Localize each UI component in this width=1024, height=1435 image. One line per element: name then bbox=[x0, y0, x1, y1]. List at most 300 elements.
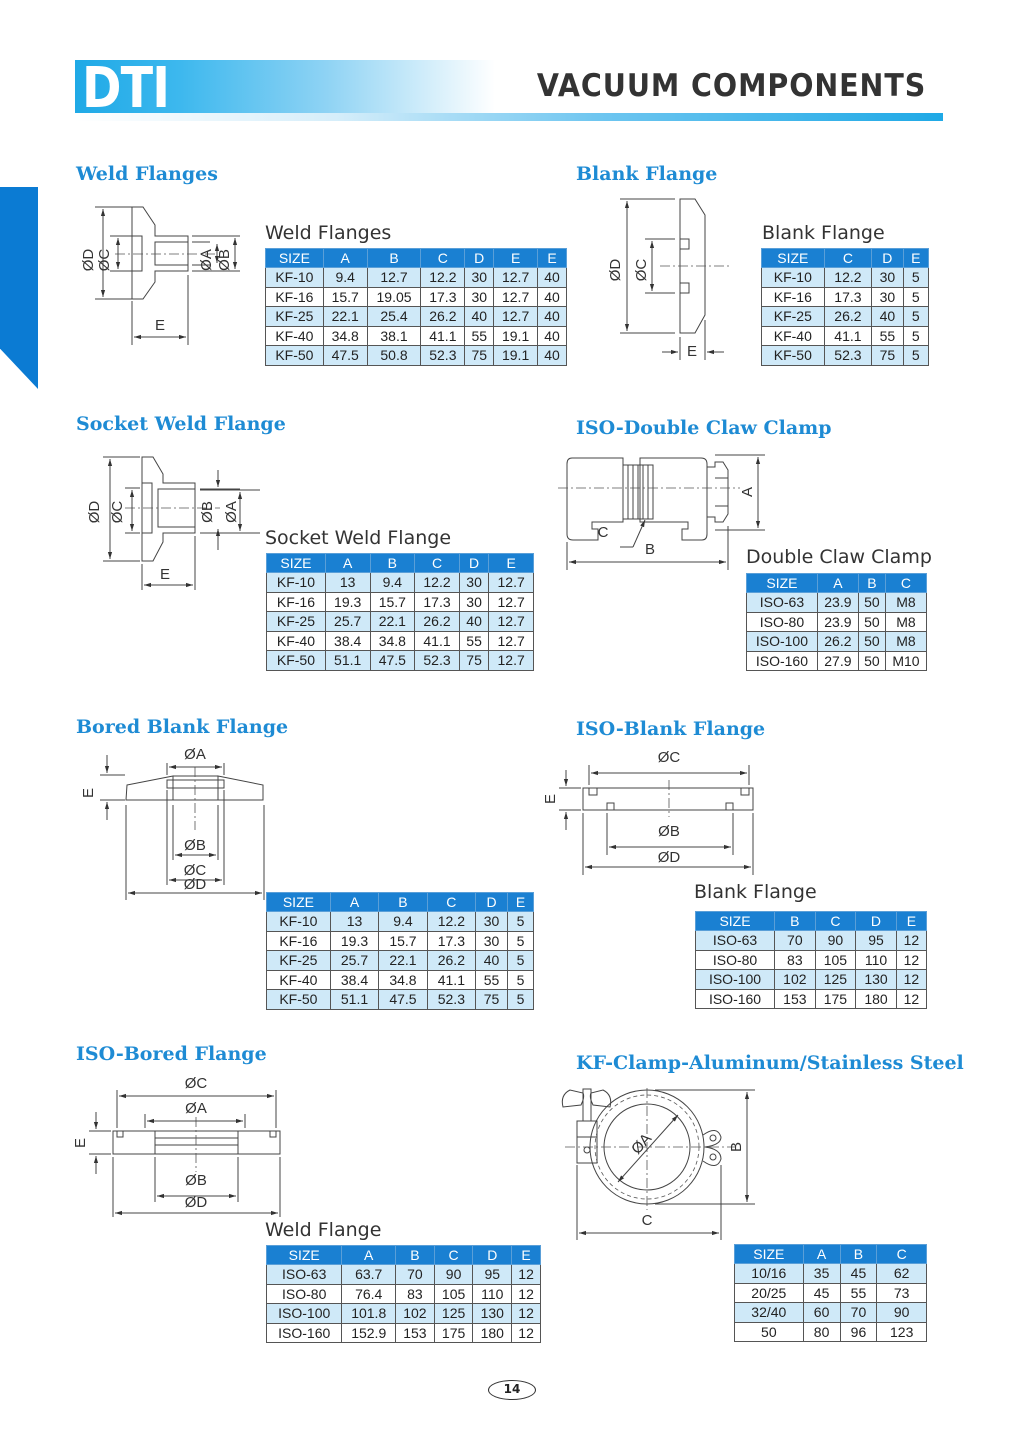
size-cell: KF-50 bbox=[267, 651, 326, 671]
value-cell: 50 bbox=[858, 612, 885, 632]
value-cell: 52.3 bbox=[415, 651, 460, 671]
value-cell: 55 bbox=[465, 326, 494, 346]
value-cell: 110 bbox=[473, 1284, 512, 1304]
column-header: B bbox=[775, 912, 816, 931]
value-cell: 12.7 bbox=[489, 612, 534, 632]
column-header: C bbox=[877, 1245, 927, 1264]
value-cell: 12.2 bbox=[824, 268, 872, 288]
value-cell: 22.1 bbox=[323, 307, 367, 327]
value-cell: 12 bbox=[512, 1265, 541, 1285]
table-row bbox=[696, 970, 927, 990]
column-header: D bbox=[476, 893, 508, 912]
value-cell: 12.7 bbox=[489, 651, 534, 671]
value-cell: 17.3 bbox=[421, 287, 465, 307]
column-header: C bbox=[434, 1246, 473, 1265]
value-cell: 45 bbox=[840, 1264, 877, 1284]
size-cell: ISO-63 bbox=[267, 1265, 342, 1285]
size-cell: KF-16 bbox=[266, 287, 324, 307]
value-cell: 101.8 bbox=[342, 1304, 396, 1324]
column-header: B bbox=[370, 554, 415, 573]
value-cell: 5 bbox=[903, 346, 928, 366]
size-cell: ISO-160 bbox=[267, 1323, 342, 1343]
value-cell: 83 bbox=[396, 1284, 435, 1304]
value-cell: M8 bbox=[885, 612, 926, 632]
value-cell: 110 bbox=[856, 950, 897, 970]
size-cell: KF-40 bbox=[266, 326, 324, 346]
size-cell: KF-40 bbox=[267, 970, 331, 990]
table-row bbox=[696, 989, 927, 1009]
table-row bbox=[267, 573, 534, 593]
table-caption-iso-bored-flange: Weld Flange bbox=[265, 1219, 382, 1241]
value-cell: 15.7 bbox=[379, 931, 427, 951]
dim-label-b: ØB bbox=[184, 837, 206, 854]
value-cell: 41.1 bbox=[824, 326, 872, 346]
value-cell: 180 bbox=[473, 1323, 512, 1343]
value-cell: 5 bbox=[508, 970, 534, 990]
column-header: SIZE bbox=[267, 1246, 342, 1265]
value-cell: 76.4 bbox=[342, 1284, 396, 1304]
table-row bbox=[266, 326, 567, 346]
value-cell: 38.4 bbox=[330, 970, 378, 990]
dim-label-e: E bbox=[159, 566, 171, 583]
value-cell: 30 bbox=[459, 592, 488, 612]
value-cell: 15.7 bbox=[323, 287, 367, 307]
value-cell: 19.3 bbox=[330, 931, 378, 951]
dim-label-c: ØC bbox=[184, 1075, 208, 1092]
column-header: SIZE bbox=[762, 249, 825, 268]
column-header: B bbox=[379, 893, 427, 912]
table-row bbox=[747, 632, 927, 652]
table-row bbox=[266, 307, 567, 327]
table-caption-blank-flange: Blank Flange bbox=[762, 222, 885, 244]
value-cell: 5 bbox=[903, 287, 928, 307]
column-header: E bbox=[903, 249, 928, 268]
value-cell: 12 bbox=[896, 931, 926, 951]
column-header: C bbox=[815, 912, 856, 931]
size-cell: KF-40 bbox=[762, 326, 825, 346]
page-title: VACUUM COMPONENTS bbox=[536, 68, 926, 104]
size-cell: ISO-63 bbox=[747, 593, 818, 613]
value-cell: 175 bbox=[434, 1323, 473, 1343]
dim-label-e: E bbox=[80, 787, 97, 799]
table-header-row bbox=[696, 912, 927, 931]
table-row bbox=[735, 1322, 927, 1342]
value-cell: 50 bbox=[858, 632, 885, 652]
iso-bored-flange-diagram bbox=[72, 1072, 305, 1217]
dim-label-c: ØC bbox=[183, 862, 207, 879]
value-cell: M8 bbox=[885, 593, 926, 613]
value-cell: 40 bbox=[476, 951, 508, 971]
size-cell: KF-16 bbox=[267, 592, 326, 612]
column-header: E bbox=[896, 912, 926, 931]
value-cell: 75 bbox=[465, 346, 494, 366]
table-row bbox=[735, 1283, 927, 1303]
value-cell: 50 bbox=[858, 593, 885, 613]
column-header: C bbox=[415, 554, 460, 573]
dim-label-d: ØD bbox=[657, 849, 681, 866]
value-cell: 80 bbox=[803, 1322, 840, 1342]
table-row bbox=[747, 593, 927, 613]
dim-label-e: E bbox=[686, 343, 698, 360]
table-row bbox=[762, 287, 929, 307]
dim-label-b: ØB bbox=[216, 249, 233, 271]
column-header: C bbox=[421, 249, 465, 268]
table-row bbox=[735, 1303, 927, 1323]
bored-blank-flange-table bbox=[266, 892, 534, 1010]
table-header-row bbox=[267, 1246, 541, 1265]
column-header: E bbox=[494, 249, 538, 268]
size-cell: ISO-100 bbox=[696, 970, 775, 990]
value-cell: 30 bbox=[476, 931, 508, 951]
page-number: 14 bbox=[488, 1380, 536, 1400]
value-cell: M8 bbox=[885, 632, 926, 652]
value-cell: 34.8 bbox=[370, 631, 415, 651]
value-cell: 23.9 bbox=[817, 612, 858, 632]
section-title-iso-blank-flange: ISO-Blank Flange bbox=[576, 718, 766, 740]
dim-label-b: ØB bbox=[185, 1172, 207, 1189]
value-cell: 40 bbox=[459, 612, 488, 632]
size-cell: ISO-160 bbox=[747, 651, 818, 671]
column-header: D bbox=[856, 912, 897, 931]
dim-label-e: E bbox=[72, 1137, 89, 1149]
value-cell: 12.7 bbox=[489, 631, 534, 651]
table-row bbox=[267, 990, 534, 1010]
iso-blank-flange-diagram bbox=[542, 745, 775, 875]
header-underline bbox=[75, 113, 943, 121]
value-cell: 47.5 bbox=[370, 651, 415, 671]
value-cell: 30 bbox=[459, 573, 488, 593]
column-header: A bbox=[330, 893, 378, 912]
column-header: A bbox=[803, 1245, 840, 1264]
value-cell: 30 bbox=[872, 287, 903, 307]
section-title-socket-weld-flange: Socket Weld Flange bbox=[76, 413, 286, 435]
table-header-row bbox=[762, 249, 929, 268]
dim-label-c: ØC bbox=[633, 258, 650, 282]
value-cell: 75 bbox=[459, 651, 488, 671]
column-header: D bbox=[459, 554, 488, 573]
value-cell: M10 bbox=[885, 651, 926, 671]
value-cell: 30 bbox=[872, 268, 903, 288]
value-cell: 19.3 bbox=[325, 592, 370, 612]
value-cell: 47.5 bbox=[323, 346, 367, 366]
table-row bbox=[762, 268, 929, 288]
value-cell: 12 bbox=[512, 1284, 541, 1304]
size-cell: KF-50 bbox=[267, 990, 331, 1010]
table-row bbox=[267, 1284, 541, 1304]
size-cell: KF-16 bbox=[267, 931, 331, 951]
dim-label-b: B bbox=[728, 1141, 745, 1153]
column-header: E bbox=[512, 1246, 541, 1265]
section-title-blank-flange: Blank Flange bbox=[576, 163, 718, 185]
size-cell: KF-25 bbox=[267, 612, 326, 632]
table-row bbox=[267, 1323, 541, 1343]
column-header: C bbox=[824, 249, 872, 268]
kf-clamp-table bbox=[734, 1244, 927, 1342]
dim-label-a: ØA bbox=[223, 501, 240, 523]
size-cell: ISO-80 bbox=[696, 950, 775, 970]
size-cell: 10/16 bbox=[735, 1264, 804, 1284]
value-cell: 41.1 bbox=[427, 970, 475, 990]
size-cell: KF-16 bbox=[762, 287, 825, 307]
column-header: A bbox=[325, 554, 370, 573]
value-cell: 75 bbox=[872, 346, 903, 366]
section-title-iso-bored-flange: ISO-Bored Flange bbox=[76, 1043, 267, 1065]
value-cell: 63.7 bbox=[342, 1265, 396, 1285]
value-cell: 40 bbox=[538, 307, 567, 327]
column-header: E bbox=[508, 893, 534, 912]
dim-label-a: ØA bbox=[184, 746, 206, 763]
value-cell: 5 bbox=[903, 268, 928, 288]
side-tab-marker bbox=[0, 187, 38, 389]
value-cell: 40 bbox=[465, 307, 494, 327]
size-cell: ISO-100 bbox=[267, 1304, 342, 1324]
size-cell: KF-10 bbox=[267, 912, 331, 932]
column-header: C bbox=[427, 893, 475, 912]
value-cell: 9.4 bbox=[323, 268, 367, 288]
size-cell: ISO-80 bbox=[747, 612, 818, 632]
value-cell: 25.7 bbox=[330, 951, 378, 971]
table-header-row bbox=[735, 1245, 927, 1264]
value-cell: 50 bbox=[858, 651, 885, 671]
value-cell: 45 bbox=[803, 1283, 840, 1303]
size-cell: ISO-63 bbox=[696, 931, 775, 951]
column-header: SIZE bbox=[696, 912, 775, 931]
dim-label-d: ØD bbox=[86, 500, 103, 524]
value-cell: 27.9 bbox=[817, 651, 858, 671]
value-cell: 105 bbox=[815, 950, 856, 970]
column-header: B bbox=[840, 1245, 877, 1264]
value-cell: 30 bbox=[465, 287, 494, 307]
table-row bbox=[747, 651, 927, 671]
table-caption-weld-flanges: Weld Flanges bbox=[265, 222, 392, 244]
value-cell: 22.1 bbox=[379, 951, 427, 971]
blank-flange-diagram bbox=[600, 195, 750, 365]
column-header: A bbox=[323, 249, 367, 268]
size-cell: KF-10 bbox=[267, 573, 326, 593]
value-cell: 30 bbox=[476, 912, 508, 932]
value-cell: 125 bbox=[434, 1304, 473, 1324]
table-header-row bbox=[747, 574, 927, 593]
value-cell: 40 bbox=[538, 287, 567, 307]
iso-bored-flange-table bbox=[266, 1245, 541, 1343]
size-cell: 20/25 bbox=[735, 1283, 804, 1303]
size-cell: KF-50 bbox=[266, 346, 324, 366]
value-cell: 123 bbox=[877, 1322, 927, 1342]
size-cell: KF-25 bbox=[267, 951, 331, 971]
value-cell: 38.4 bbox=[325, 631, 370, 651]
table-header-row bbox=[267, 554, 534, 573]
dim-label-e: E bbox=[542, 793, 559, 805]
value-cell: 17.3 bbox=[415, 592, 460, 612]
value-cell: 19.1 bbox=[494, 346, 538, 366]
value-cell: 17.3 bbox=[427, 931, 475, 951]
value-cell: 13 bbox=[330, 912, 378, 932]
size-cell: KF-50 bbox=[762, 346, 825, 366]
dim-label-d: ØD bbox=[607, 258, 624, 282]
value-cell: 96 bbox=[840, 1322, 877, 1342]
table-caption-socket-weld-flange: Socket Weld Flange bbox=[265, 527, 452, 549]
value-cell: 95 bbox=[473, 1265, 512, 1285]
value-cell: 5 bbox=[508, 951, 534, 971]
dim-label-d: ØD bbox=[184, 1194, 208, 1211]
size-cell: KF-25 bbox=[762, 307, 825, 327]
value-cell: 55 bbox=[872, 326, 903, 346]
value-cell: 38.1 bbox=[367, 326, 421, 346]
value-cell: 12 bbox=[896, 950, 926, 970]
weld-flanges-table bbox=[265, 248, 567, 366]
column-header: D bbox=[465, 249, 494, 268]
table-row bbox=[735, 1264, 927, 1284]
value-cell: 70 bbox=[396, 1265, 435, 1285]
iso-blank-flange-table bbox=[695, 911, 927, 1009]
section-title-kf-clamp: KF-Clamp-Aluminum/Stainless Steel bbox=[576, 1052, 964, 1074]
table-row bbox=[267, 651, 534, 671]
table-header-row bbox=[267, 893, 534, 912]
size-cell: KF-40 bbox=[267, 631, 326, 651]
value-cell: 102 bbox=[775, 970, 816, 990]
size-cell: ISO-80 bbox=[267, 1284, 342, 1304]
socket-weld-flange-diagram bbox=[75, 450, 255, 590]
value-cell: 102 bbox=[396, 1304, 435, 1324]
value-cell: 30 bbox=[465, 268, 494, 288]
column-header: E bbox=[538, 249, 567, 268]
dim-label-a: A bbox=[739, 486, 756, 498]
value-cell: 90 bbox=[877, 1303, 927, 1323]
table-caption-iso-blank-flange: Blank Flange bbox=[694, 881, 817, 903]
value-cell: 47.5 bbox=[379, 990, 427, 1010]
column-header: B bbox=[367, 249, 421, 268]
value-cell: 12.7 bbox=[494, 307, 538, 327]
table-row bbox=[696, 950, 927, 970]
table-row bbox=[747, 612, 927, 632]
blank-flange-table bbox=[761, 248, 929, 366]
value-cell: 51.1 bbox=[330, 990, 378, 1010]
value-cell: 12.2 bbox=[421, 268, 465, 288]
table-header-row bbox=[266, 249, 567, 268]
column-header: SIZE bbox=[267, 893, 331, 912]
value-cell: 70 bbox=[775, 931, 816, 951]
value-cell: 26.2 bbox=[427, 951, 475, 971]
size-cell: ISO-160 bbox=[696, 989, 775, 1009]
size-cell: 50 bbox=[735, 1322, 804, 1342]
value-cell: 34.8 bbox=[379, 970, 427, 990]
value-cell: 25.4 bbox=[367, 307, 421, 327]
value-cell: 12 bbox=[512, 1304, 541, 1324]
value-cell: 12.2 bbox=[415, 573, 460, 593]
value-cell: 13 bbox=[325, 573, 370, 593]
kf-clamp-diagram bbox=[555, 1085, 765, 1240]
value-cell: 23.9 bbox=[817, 593, 858, 613]
table-row bbox=[266, 268, 567, 288]
value-cell: 130 bbox=[856, 970, 897, 990]
column-header: B bbox=[858, 574, 885, 593]
value-cell: 70 bbox=[840, 1303, 877, 1323]
section-title-weld-flanges: Weld Flanges bbox=[76, 163, 218, 185]
value-cell: 75 bbox=[476, 990, 508, 1010]
size-cell: KF-25 bbox=[266, 307, 324, 327]
dim-label-c: ØC bbox=[657, 749, 681, 766]
table-row bbox=[267, 1265, 541, 1285]
value-cell: 83 bbox=[775, 950, 816, 970]
value-cell: 51.1 bbox=[325, 651, 370, 671]
table-row bbox=[762, 307, 929, 327]
value-cell: 12.2 bbox=[427, 912, 475, 932]
dim-label-b: ØB bbox=[199, 501, 216, 523]
value-cell: 180 bbox=[856, 989, 897, 1009]
value-cell: 62 bbox=[877, 1264, 927, 1284]
table-row bbox=[266, 346, 567, 366]
value-cell: 26.2 bbox=[421, 307, 465, 327]
dim-label-c: C bbox=[641, 1212, 653, 1229]
value-cell: 40 bbox=[538, 326, 567, 346]
value-cell: 105 bbox=[434, 1284, 473, 1304]
value-cell: 5 bbox=[903, 307, 928, 327]
dim-label-c: ØC bbox=[96, 248, 113, 272]
value-cell: 52.3 bbox=[421, 346, 465, 366]
value-cell: 9.4 bbox=[370, 573, 415, 593]
column-header: SIZE bbox=[267, 554, 326, 573]
size-cell: KF-10 bbox=[266, 268, 324, 288]
dim-label-e: E bbox=[154, 317, 166, 334]
size-cell: KF-10 bbox=[762, 268, 825, 288]
table-row bbox=[762, 326, 929, 346]
column-header: D bbox=[473, 1246, 512, 1265]
table-row bbox=[267, 592, 534, 612]
table-row bbox=[267, 631, 534, 651]
value-cell: 52.3 bbox=[427, 990, 475, 1010]
column-header: A bbox=[817, 574, 858, 593]
value-cell: 34.8 bbox=[323, 326, 367, 346]
value-cell: 25.7 bbox=[325, 612, 370, 632]
column-header: E bbox=[489, 554, 534, 573]
column-header: B bbox=[396, 1246, 435, 1265]
table-row bbox=[267, 970, 534, 990]
value-cell: 9.4 bbox=[379, 912, 427, 932]
value-cell: 50.8 bbox=[367, 346, 421, 366]
column-header: SIZE bbox=[266, 249, 324, 268]
brand-logo: DTI bbox=[82, 56, 170, 121]
value-cell: 19.1 bbox=[494, 326, 538, 346]
value-cell: 41.1 bbox=[421, 326, 465, 346]
value-cell: 15.7 bbox=[370, 592, 415, 612]
size-cell: ISO-100 bbox=[747, 632, 818, 652]
column-header: SIZE bbox=[735, 1245, 804, 1264]
value-cell: 5 bbox=[508, 990, 534, 1010]
table-row bbox=[762, 346, 929, 366]
value-cell: 26.2 bbox=[817, 632, 858, 652]
value-cell: 41.1 bbox=[415, 631, 460, 651]
value-cell: 175 bbox=[815, 989, 856, 1009]
value-cell: 95 bbox=[856, 931, 897, 951]
dim-label-c: C bbox=[597, 524, 609, 541]
dim-label-c: ØC bbox=[109, 500, 126, 524]
table-row bbox=[267, 912, 534, 932]
value-cell: 12 bbox=[512, 1323, 541, 1343]
value-cell: 19.05 bbox=[367, 287, 421, 307]
size-cell: 32/40 bbox=[735, 1303, 804, 1323]
column-header: SIZE bbox=[747, 574, 818, 593]
table-row bbox=[267, 612, 534, 632]
table-caption-double-claw-clamp: Double Claw Clamp bbox=[746, 546, 932, 568]
value-cell: 35 bbox=[803, 1264, 840, 1284]
dim-label-a: ØA bbox=[628, 1130, 656, 1158]
dim-label-b: ØB bbox=[658, 823, 680, 840]
value-cell: 12 bbox=[896, 989, 926, 1009]
dim-label-a: ØA bbox=[185, 1100, 207, 1117]
value-cell: 125 bbox=[815, 970, 856, 990]
value-cell: 90 bbox=[815, 931, 856, 951]
bored-blank-flange-diagram bbox=[75, 745, 275, 900]
